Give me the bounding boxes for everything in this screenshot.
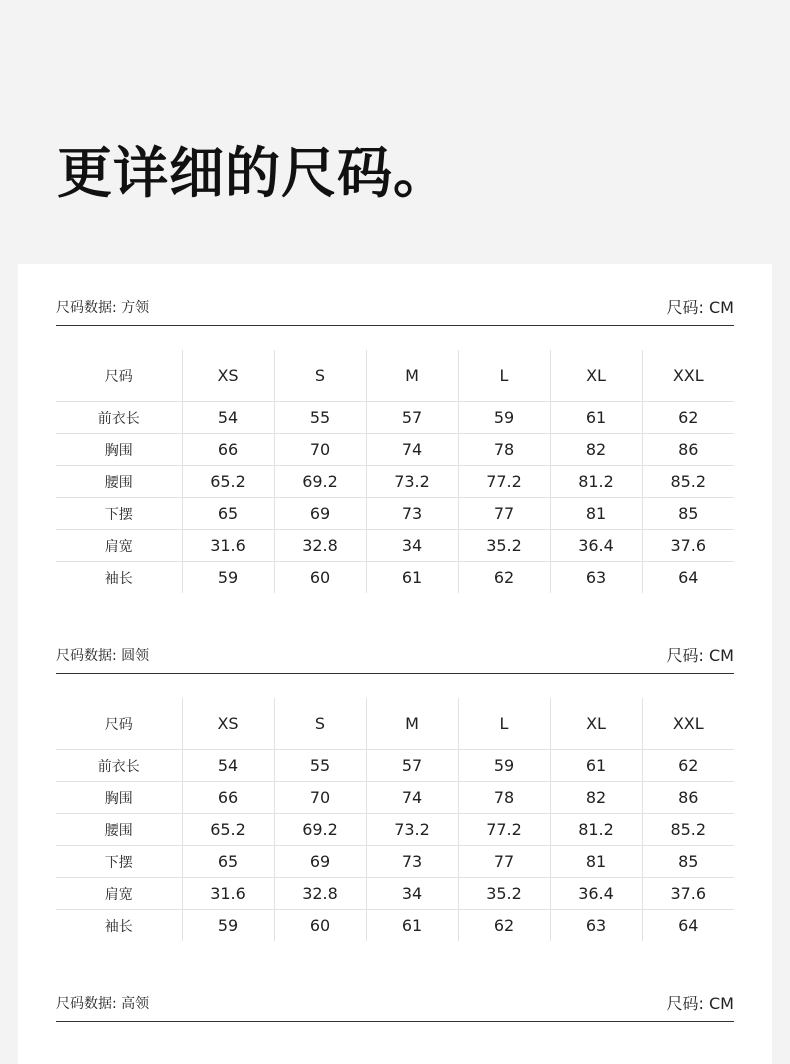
page-title: 更详细的尺码。 (57, 141, 450, 205)
measurement-value: 73 (366, 498, 458, 530)
measurement-value: 63 (550, 910, 642, 942)
measurement-value: 69.2 (274, 814, 366, 846)
measurement-value: 61 (366, 562, 458, 594)
measurement-value: 77.2 (458, 466, 550, 498)
measurement-value: 62 (642, 750, 734, 782)
table-row (56, 878, 734, 910)
measurement-value: 77 (458, 498, 550, 530)
measurement-value: 32.8 (274, 878, 366, 910)
table-row (56, 562, 734, 594)
measurement-value: 34 (366, 530, 458, 562)
measurement-value: 57 (366, 750, 458, 782)
table-row (56, 846, 734, 878)
table-row (56, 498, 734, 530)
section-header (56, 612, 734, 674)
measurement-value: 32.8 (274, 530, 366, 562)
measurement-value: 65 (182, 846, 274, 878)
measurement-value: 66 (182, 434, 274, 466)
measurement-value: 73 (366, 846, 458, 878)
measurement-value: 37.6 (642, 530, 734, 562)
table-row (56, 434, 734, 466)
measurement-value: 85.2 (642, 466, 734, 498)
measurement-value: 74 (366, 434, 458, 466)
measurement-value: 35.2 (458, 530, 550, 562)
measurement-value: 34 (366, 878, 458, 910)
measurement-value: 61 (550, 750, 642, 782)
measurement-label: 袖长 (56, 910, 182, 942)
measurement-value: 69 (274, 846, 366, 878)
measurement-label: 腰围 (56, 466, 182, 498)
measurement-value: 31.6 (182, 878, 274, 910)
measurement-value: 61 (366, 910, 458, 942)
size-header-cell: XXL (642, 350, 734, 402)
size-table (56, 350, 734, 593)
table-header-row (56, 350, 734, 402)
measurement-value: 81 (550, 498, 642, 530)
size-header-cell: S (274, 698, 366, 750)
size-column-header: 尺码 (104, 716, 133, 733)
measurement-label: 胸围 (56, 434, 182, 466)
measurement-value: 78 (458, 434, 550, 466)
measurement-value: 65 (182, 498, 274, 530)
size-section-round-neck (56, 612, 734, 941)
measurement-value: 55 (274, 402, 366, 434)
measurement-value: 82 (550, 434, 642, 466)
measurement-value: 64 (642, 910, 734, 942)
section-title: 尺码数据: 高领 (56, 995, 150, 1012)
size-table (56, 698, 734, 941)
measurement-value: 65.2 (182, 814, 274, 846)
measurement-value: 35.2 (458, 878, 550, 910)
table-header-row (56, 698, 734, 750)
measurement-label: 胸围 (56, 782, 182, 814)
measurement-value: 62 (642, 402, 734, 434)
measurement-value: 31.6 (182, 530, 274, 562)
size-header-cell: S (274, 350, 366, 402)
measurement-value: 85 (642, 846, 734, 878)
size-header-cell: XS (182, 350, 274, 402)
size-column-header: 尺码 (104, 368, 133, 385)
size-header-cell: M (366, 350, 458, 402)
size-header-cell: XL (550, 350, 642, 402)
section-title: 尺码数据: 圆领 (56, 647, 150, 664)
measurement-value: 64 (642, 562, 734, 594)
measurement-label: 肩宽 (56, 530, 182, 562)
measurement-label: 下摆 (56, 498, 182, 530)
measurement-value: 59 (458, 402, 550, 434)
measurement-label: 前衣长 (56, 750, 182, 782)
section-header (56, 960, 734, 1022)
size-header-cell: L (458, 698, 550, 750)
measurement-label: 袖长 (56, 562, 182, 594)
measurement-value: 66 (182, 782, 274, 814)
measurement-value: 81.2 (550, 814, 642, 846)
measurement-value: 74 (366, 782, 458, 814)
measurement-value: 54 (182, 402, 274, 434)
measurement-value: 81.2 (550, 466, 642, 498)
measurement-value: 57 (366, 402, 458, 434)
measurement-value: 54 (182, 750, 274, 782)
measurement-label: 下摆 (56, 846, 182, 878)
measurement-value: 60 (274, 562, 366, 594)
size-header-cell: M (366, 698, 458, 750)
measurement-value: 70 (274, 782, 366, 814)
measurement-label: 腰围 (56, 814, 182, 846)
table-row (56, 750, 734, 782)
measurement-label: 肩宽 (56, 878, 182, 910)
table-row (56, 530, 734, 562)
measurement-value: 85 (642, 498, 734, 530)
measurement-value: 69.2 (274, 466, 366, 498)
measurement-label: 前衣长 (56, 402, 182, 434)
size-header-cell: XS (182, 698, 274, 750)
measurement-value: 59 (182, 562, 274, 594)
measurement-value: 62 (458, 910, 550, 942)
unit-label: 尺码: CM (666, 298, 734, 317)
measurement-value: 63 (550, 562, 642, 594)
measurement-value: 69 (274, 498, 366, 530)
measurement-value: 86 (642, 782, 734, 814)
unit-label: 尺码: CM (666, 646, 734, 665)
size-chart-card (18, 264, 772, 1064)
measurement-value: 36.4 (550, 878, 642, 910)
table-row (56, 910, 734, 942)
measurement-value: 59 (458, 750, 550, 782)
size-section-square-neck (56, 264, 734, 593)
measurement-value: 60 (274, 910, 366, 942)
measurement-value: 73.2 (366, 466, 458, 498)
section-title: 尺码数据: 方领 (56, 299, 150, 316)
measurement-value: 62 (458, 562, 550, 594)
size-header-cell: XL (550, 698, 642, 750)
table-row (56, 814, 734, 846)
measurement-value: 73.2 (366, 814, 458, 846)
measurement-value: 55 (274, 750, 366, 782)
unit-label: 尺码: CM (666, 994, 734, 1013)
measurement-value: 65.2 (182, 466, 274, 498)
measurement-value: 86 (642, 434, 734, 466)
measurement-value: 36.4 (550, 530, 642, 562)
measurement-value: 61 (550, 402, 642, 434)
measurement-value: 77 (458, 846, 550, 878)
measurement-value: 81 (550, 846, 642, 878)
measurement-value: 70 (274, 434, 366, 466)
measurement-value: 77.2 (458, 814, 550, 846)
table-row (56, 402, 734, 434)
size-header-cell: XXL (642, 698, 734, 750)
measurement-value: 78 (458, 782, 550, 814)
measurement-value: 59 (182, 910, 274, 942)
table-row (56, 782, 734, 814)
size-section-high-neck (56, 960, 734, 1022)
measurement-value: 82 (550, 782, 642, 814)
measurement-value: 85.2 (642, 814, 734, 846)
measurement-value: 37.6 (642, 878, 734, 910)
table-row (56, 466, 734, 498)
section-header (56, 264, 734, 326)
size-header-cell: L (458, 350, 550, 402)
